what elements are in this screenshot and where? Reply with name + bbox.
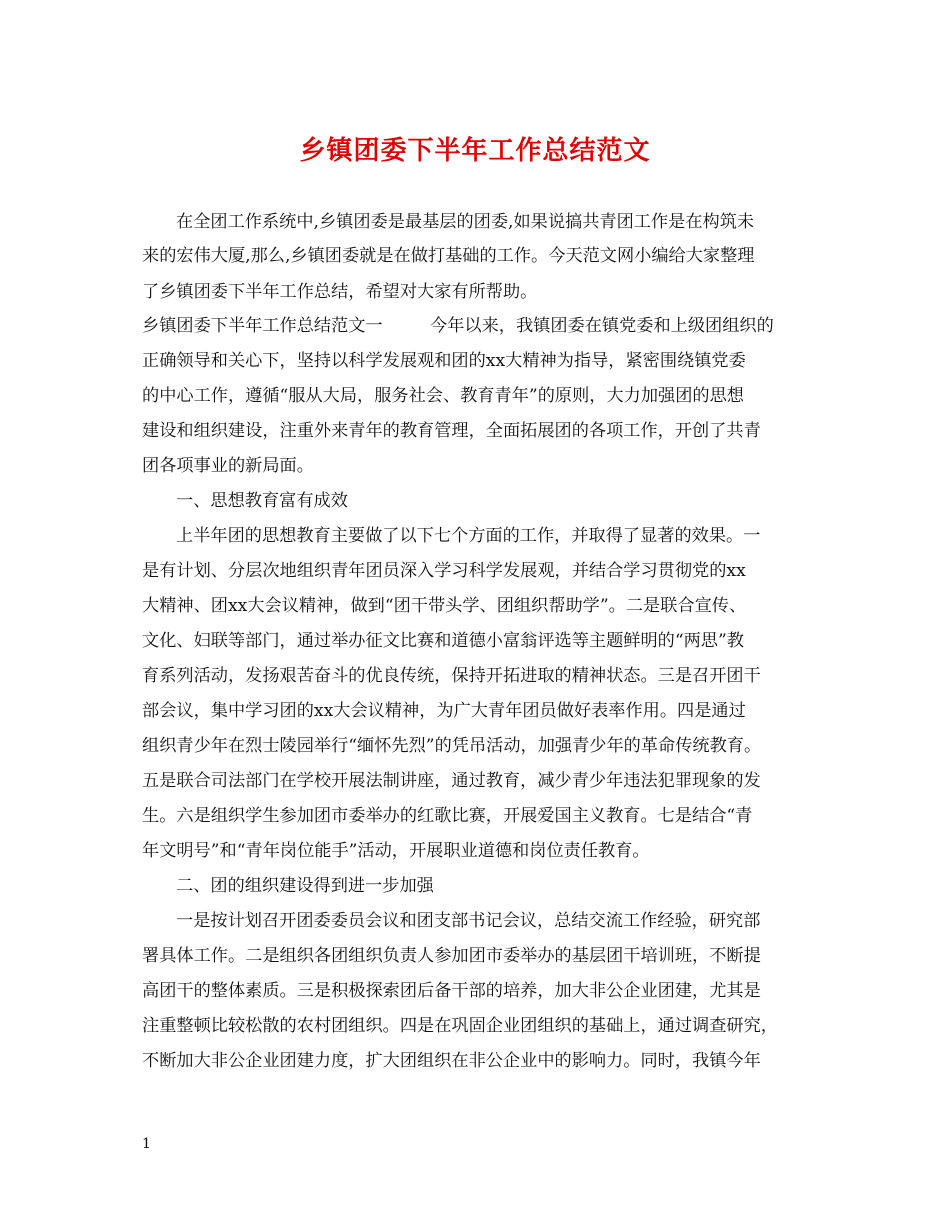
body-line: 了乡镇团委下半年工作总结，希望对大家有所帮助。 xyxy=(142,282,538,302)
body-line: 的中心工作，遵循“服从大局，服务社会、教育青年”的原则，大力加强团的思想 xyxy=(142,386,744,406)
body-line: 育系列活动，发扬艰苦奋斗的优良传统，保持开拓进取的精神状态。三是召开团干 xyxy=(142,666,761,686)
body-line: 大精神、团xx大会议精神，做到“团干带头学、团组织帮助学”。二是联合宣传、 xyxy=(142,596,747,616)
body-line: 来的宏伟大厦,那么,乡镇团委就是在做打基础的工作。今天范文网小编给大家整理 xyxy=(142,246,755,266)
document-title: 乡镇团委下半年工作总结范文 xyxy=(299,136,651,166)
section-heading: 二、团的组织建设得到进一步加强 xyxy=(176,876,434,896)
section-heading-line: 乡镇团委下半年工作总结范文一 xyxy=(142,316,383,336)
body-line: 注重整顿比较松散的农村团组织。四是在巩固企业团组织的基础上，通过调查研究， xyxy=(142,1016,778,1036)
body-line: 组织青少年在烈士陵园举行“缅怀先烈”的凭吊活动，加强青少年的革命传统教育。 xyxy=(142,736,762,756)
body-line: 部会议，集中学习团的xx大会议精神，为广大青年团员做好表率作用。四是通过 xyxy=(142,701,746,721)
body-line: 高团干的整体素质。三是积极探索团后备干部的培养，加大非公企业团建，尤其是 xyxy=(142,981,761,1001)
body-line: 生。六是组织学生参加团市委举办的红歌比赛，开展爱国主义教育。七是结合“青 xyxy=(142,806,753,826)
body-line: 建设和组织建设，注重外来青年的教育管理，全面拓展团的各项工作，开创了共青 xyxy=(142,421,761,441)
body-line: 一是按计划召开团委委员会议和团支部书记会议，总结交流工作经验，研究部 xyxy=(176,911,761,931)
body-line: 上半年团的思想教育主要做了以下七个方面的工作，并取得了显著的效果。一 xyxy=(176,526,761,546)
body-line: 是有计划、分层次地组织青年团员深入学习科学发展观，并结合学习贯彻党的xx xyxy=(142,561,746,581)
body-line: 文化、妇联等部门，通过举办征文比赛和道德小富翁评选等主题鲜明的“两思”教 xyxy=(142,631,744,651)
body-line: 正确领导和关心下，坚持以科学发展观和团的xx大精神为指导，紧密围绕镇党委 xyxy=(142,351,746,371)
body-line: 署具体工作。二是组织各团组织负责人参加团市委举办的基层团干培训班，不断提 xyxy=(142,946,761,966)
body-line: 今年以来，我镇团委在镇党委和上级团组织的 xyxy=(430,316,774,336)
body-line: 不断加大非公企业团建力度，扩大团组织在非公企业中的影响力。同时，我镇今年 xyxy=(142,1051,761,1071)
body-line: 年文明号”和“青年岗位能手”活动，开展职业道德和岗位责任教育。 xyxy=(142,841,650,861)
page-number: 1 xyxy=(142,1136,151,1152)
body-line: 在全团工作系统中,乡镇团委是最基层的团委,如果说搞共青团工作是在构筑未 xyxy=(176,212,755,232)
body-line: 五是联合司法部门在学校开展法制讲座，通过教育，减少青少年违法犯罪现象的发 xyxy=(142,771,761,791)
section-heading: 一、思想教育富有成效 xyxy=(176,491,348,511)
body-line: 团各项事业的新局面。 xyxy=(142,456,314,476)
